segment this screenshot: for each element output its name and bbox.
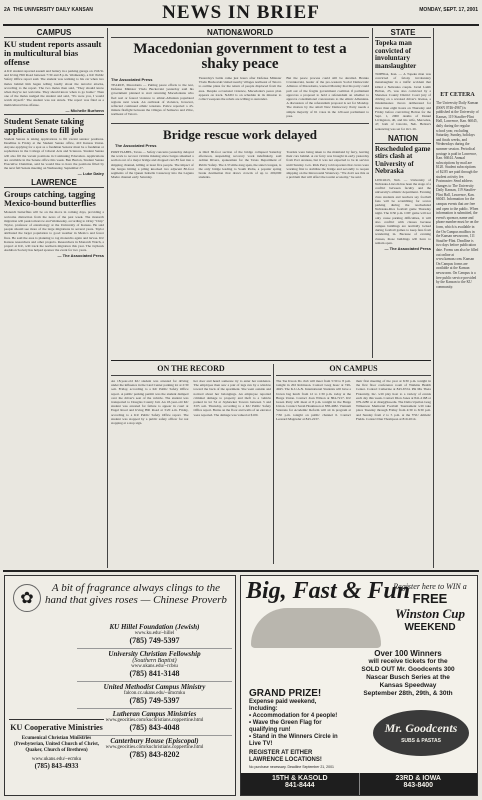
ministry-name: United Methodist Campus Ministry [103,683,206,691]
story-body: But the peace process could still be derailed. Branko Crvenkovski, leader of the pro-western Social Democratic Alliance of Macedonia, warned Monday that his party could pull out of the fragile government coalition if parliament approves a proposal to hold a referendum on whether to approve constitutional concessions to the ethnic Albanians. A discussion of the referendum proposal is set for Monday. The motion by the small New Democracy Party needs a simple majority of 61 votes in the 120-seat parliament to pass. [286,76,369,118]
story-body: LINCOLN, Neb. — University of Nebraska-Lincoln has been the stage of a conflict between faculty and the university's athletic department. Evening class students and teachers say football fans will be scrambling for scarce parking during the rescheduled Nebraska-Rice football game Thursday night. The 6:30 p.m. CDT game will not only cause parking difficulties, it will also conflict with classes because campus buildings are normally locked during football games to keep fans from wandering in. Because of evening classes, those buildings will have to remain open. [375,177,431,245]
on-the-record [111,364,271,564]
location-address: 15TH & KASOLD [271,775,328,782]
divider [111,375,271,376]
ministry-subtitle: (Southern Baptist) [132,658,177,664]
prize-item: • Accommodation for 4 people! [249,713,338,719]
story-headline: Macedonian government to test a shaky peace [133,41,347,72]
story-body: TOPEKA, Kan. — A Topeka man was convicted of felony involuntary manslaughter in a traffic accident that killed a Nebraska couple. Jarrel Lamb Helton, 25, was also convicted by a Shawnee County District Court jury of driving on a revoked driver's license, a misdemeanor. Jurors deliberated for more than eight hours on Thursday and Friday before convicting Helton for the Sept. 1, 2000 deaths of Daniel Livingston, 40, and his wife, Mercedes, 47, both of Lincoln, Neb. Helton's sentencing was set for Oct. 26. [375,72,431,131]
grand-prize-title: GRAND PRIZE! [249,688,322,699]
story-headline: Rescheduled game stirs clash at University of Nebraska [375,144,431,176]
location-phone: 841-8444 [284,782,315,789]
etcetera-box [436,92,479,562]
ministry-name: Lutheran Campus Ministries [112,710,197,718]
divider [375,143,431,144]
divider [4,114,104,115]
location-address: 23RD & IOWA [395,775,441,782]
ministry-url[interactable]: www.geocities.com/kuchristians.coppertine.html [105,718,204,723]
ad-headline: Big, Fast & Fun [246,578,411,604]
divider [4,37,104,38]
divider [276,375,431,376]
location-iowa [360,773,478,795]
ministry-name: Canterbury House (Episcopal) [110,737,199,745]
ministry-url[interactable]: www.geocities.com/kuchristians.coppertine.html [105,745,204,750]
column-rule [372,28,373,358]
winners-block [341,650,475,698]
ministry-phone: (785) 843-8202 [129,750,180,759]
rose-icon: ✿ [13,584,41,612]
story-headline: Groups catching, tagging Mexico-bound butterflies [4,189,96,209]
prize-item: • Stand in the Winners Circle in Live TV! [249,734,338,747]
coop-text: Ecumenical Christian Ministries (Presbyterian, United Church of Christ, Quaker, Church of Brethren) [13,736,100,753]
section-nation: NATION [387,133,419,143]
section-state: STATE [390,28,416,37]
winners-line: will receive tickets for the [368,658,448,665]
record-body: her door and heard someone try to enter her residence. The employee then saw a pair of legs run by a window toward the back of the apartment. She went outside and noticed about her belongings. An employee reported criminal damage to property and theft to a vehicle parked in lot 54 at Jayhawker Towers between 3 and 3:05 a.m. Thursday, according to a KU Public Safety Office report. Burns on the floor and walls of an elevator were reported. The damage was valued at $100. [193,379,271,417]
story-body: Tourists were being taken to the mainland by ferry, leaving their cars behind. A car ferry was brought in early yesterday from Port Aransas, but it was not expected to be in service until Sunday. Gov. Rick Perry told reporters that crews were working first to stabilize the bridge and secondly to reopen shipping on the Intracoastal Waterway. "We don't see this as a problem that will affect the tourist economy," he said. [286,150,369,180]
ads-rule [3,570,479,572]
ministry-url[interactable]: www.ku.edu/~hillel [134,631,175,636]
story-body: Monarch butterflies will be on the move in coming days, providing a welcome distraction from the news of the past week. The monarch migration will peak tomorrow and Wednesday, according to Orley "Chip" Taylor, professor of entomology at the University of Kansas. He said people should see more of the large migrations in several years. Taylor attributed the larger population to good weather in Mexico and fewer fires. He said the area is planning to tag monarchs again and larvae. KU Kansas researchers and other projects. Researchers in Monarch Watch, a project at KU, will track the northern migration this year. The Jayhawk Audubon Society has helped sponsor the event for two years. [4,210,104,253]
story-byline: — Michelle Burhenn [65,107,104,113]
campus-body: their first meeting of the year at 6:30 p.m. tonight in the first floor conference room of Watkins Health Center. Contact Catherine at 843-6724. Phi Mu Theta Fraternity, Inc. will play host to a variety of events each day this week. Contact Dion Jones at 841-2168 or 979-2280 or at dionj@ku.edu. The Delta Upsilon Greg Wilkerson Memorial Football Tournament will take place Tuesday through Friday from 4:30 to 6:30 p.m. and Sunday from 2 to 5 p.m. at the YSU Athletic Fields. Contact Dan Thompson at 810-2014. [356,379,431,421]
left-column [4,28,104,568]
on-campus [276,364,431,564]
story-byline: — Luke Daley [77,171,104,177]
on-campus-title: ON CAMPUS [329,364,378,373]
story-byline: The Associated Press [111,77,153,82]
winston-text: Winston Cup [395,606,465,621]
section-lawrence: LAWRENCE [31,178,77,188]
register-location-text: REGISTER AT EITHER LAWRENCE LOCATIONS! [249,750,322,763]
column-rule [107,28,108,568]
paper-name: THE UNIVERSITY DAILY KANSAN [13,7,93,13]
ministry-phone: (785) 749-5397 [129,696,180,705]
etcetera-body: The University Daily Kansan (ISSN 0746-4967) is published at the University of Kansas, 119 Stauffer-Flint Hall, Lawrence, Kan. 66045, daily during the regular school year, excluding Saturday, Sunday, holidays and finals weeks, and Wednesdays during the summer session. Periodical postage is paid in Lawrence, Kan. 66044. Annual subscriptions by mail are $120. Student subscriptions of $2.85 are paid through the student activity fee. Postmaster: Send address changes to The University Daily Kansan, 119 Stauffer-Flint Hall, Lawrence, Kan. 66045. Information for the campus events that are free and open to the public. When information is submitted, the event's sponsor, name and phone number must be on the form, which is available in the On Campus mailbox in the Kansan newsroom, 111 Stauffer-Flint. Deadline is two days before publication date. Forms can also be filled out online at www.kansan.com. Kansan On Campus forms are available at the Kansan newsroom. On Campus is a free public service provided by the Kansan to the KU community. [436,101,479,289]
logo-sub: SUBS & PASTAS [401,738,441,744]
divider [375,37,431,38]
story-byline: — The Associated Press [384,246,431,252]
column-rule [273,364,274,564]
ministry-url[interactable]: falcon.cc.ukans.edu/~umcmku [123,691,186,696]
ministry-url[interactable]: www.ukans.edu/~rcbsu [131,664,178,669]
story-body: Yesterday's battle came just hours after Defense Minister Vlado Buckovski visited nearby villages northeast of Tetovo to outline plans for the return of people displaced from the area. Despite occasional violence, Macedonia's peace plan appears on track. NATO is on schedule in its mission to collect weapons the rebels are willing to surrender. [198,76,282,102]
record-body: An 18-year-old KU student was arrested for driving under the influence in the Lied Center parking lot at 2:30 a.m. Friday, according to a KU Public Safety Office report. A public parking permit was the student dumped over the driver's seat of the vehicle. The student was transported to Douglas County Jail. An 18-year-old KU student was arrested for failure to appear in court at Engel Road and Irving Hill Road at 3:20 a.m. Friday, according to a KU Public Safety Office report. The student was stopped by a public safety officer for not stopping at a stop sign. [111,379,189,426]
divider [4,187,104,188]
fine-print: No purchase necessary. Deadline September 21, 2001 [249,765,334,769]
on-the-record-title: ON THE RECORD [157,364,225,373]
story-body: TEARCE, Macedonia — Putting peace efforts to the test, Defense Minister Vlado Buckovski yesterday said his government planned to start returning Macedonians who fled real or feared violence to ethnic-Albanian populated regions next week. An outbreak of violence, however, reflected continued ethnic tensions. Police reported a 45-minute firefight between the villages of Semsevo and Zilce, northeast of Tetovo. [111,83,194,117]
masthead-rule [3,24,479,26]
coop-block [9,719,104,792]
story-headline: Topeka man convicted of involuntary manslaughter [375,39,417,70]
story-headline: Bridge rescue work delayed [163,127,317,143]
winners-dates: September 28th, 29th, & 30th [363,690,453,697]
section-rule [111,360,431,361]
locations-bar [241,773,477,795]
campus-columns [276,379,431,421]
giveaway-block [389,582,471,633]
story-columns [111,76,369,118]
story-columns [111,150,369,179]
etcetera-title: ET CETERA [440,92,475,98]
winners-line: Kansas Speedway [379,682,437,689]
story-headline: Student Senate taking applications to fill job [4,115,84,135]
page-date: MONDAY, SEPT. 17, 2001 [419,7,478,13]
ministry-entry [77,648,232,678]
free-text: FREE [412,591,448,606]
story-byline: — The Associated Press [57,253,104,259]
record-columns [111,379,271,425]
page-title: NEWS IN BRIEF [162,2,320,22]
goodcents-logo [373,710,469,756]
column-rule [433,28,434,568]
location-phone: 843-8400 [403,782,434,789]
winners-line: Nascar Busch Series at the [366,674,450,681]
ministry-name: University Christian Fellowship [108,650,201,658]
prize-item: • Wave the Green Flag for qualifying run! [249,720,322,733]
ministry-phone: (785) 841-3148 [129,669,180,678]
location-kasold [241,773,360,795]
ministry-phone: (785) 749-5397 [129,636,180,645]
ad-headline: A bit of fragrance always clings to the hand that gives roses — Chinese Proverb [45,582,227,606]
story-headline: KU student reports assault in multicultural bias offense [4,39,102,67]
ministry-phone: (785) 843-4048 [129,723,180,732]
story-body: A KU student reported assault and battery in a parking garage on 15th St. and Irving Hill Road between 7:30 and 8 p.m. Wednesday, a KU Public Safety Office report said. The student was walking to his car when two males behind him began telling loudly about the terrorist attacks, according to the report. The two males then said, "They should know when they're not welcome. They should know when to go home." Then one of the males nudged the student and said, "It's were you, I would watch myself." The student was not struck. The report was filed as a multicultural bias offense. [4,69,104,107]
coop-phone: (785) 843-4933 [34,762,79,770]
page-number: 2A [4,7,11,13]
section-campus: CAMPUS [36,28,72,37]
coop-url[interactable]: www.ukans.edu/~ecmku [31,757,82,762]
ministry-entry [77,681,232,705]
coop-title: KU Cooperative Ministries [10,723,103,732]
story-byline: The Associated Press [115,143,157,149]
divider [111,123,369,124]
logo-text: Mr. Goodcents [384,721,458,735]
winners-line: SOLD OUT Mr. Goodcents 300 [361,666,455,673]
story-body: A third 80-foot section of the bridge collapsed Saturday afternoon, suspending recovery work indefinitely, said Adrian Rivera, spokesman for the Texas Department of Public Safety. The 2.37-mile-long span, the state's longest, is the only bridge leading to South Padre, a popular spring break destination that draws crowds of up to 200,000 students. [198,150,282,180]
campus-ministries-ad [4,575,236,796]
winners-line: Over 100 Winners [374,649,442,658]
grand-prize-text: Expense paid weekend, Including: [249,699,317,712]
section-nation-world: NATION&WORLD [206,28,274,37]
campus-body: The Tae Kwon Do club will meet from 5:30 to 8 p.m. tonight in 202 Robinson. Contact Greg Isaac at 749-4945. The K.U.A.N. International Students will have a brown bag lunch from 12 to 1:30 p.m. today at the Burge Union. Contact Joan Wilson at 864-7217. KU Green Party will meet at 8 p.m. tonight in the Burge Union. Contact Sarah Hoskinson at 838-4082. Vietnam Veterans for Academic Reform will sit in program at 7:30 p.m. tonight on public channel 6. Contact Leonard Magruder at 843-2237. [276,379,351,421]
grand-prize-block [249,688,344,769]
ministry-entry [77,622,232,645]
ministry-name: KU Hillel Foundation (Jewish) [109,623,200,631]
race-car-image [251,608,381,648]
story-body: Student Senate is taking applications to fill vacant senator positions. Deadline is Friday at the Student Senate office, 410 Kansas Union. Anyone applying for a spot as a freshman Senator must be a freshman or sophomore in the College of Liberal Arts and Sciences. Student Senate will also fill the vacant positions in Continuing Education. Applications are available in the Senate office this week. Ben Burton, Student Senate Executive Chairman, said he would like to have the positions filled by the next full Senate meeting on Wednesday, September 27. [4,136,104,171]
story-body: PORT ISABEL, Texas — Safety concerns yesterday delayed the work to recover victims missing since barges smashed a section out of a major bridge and dropped cars 85 feet into a shipping channel, killing at least five people. The impact of the barges hitting a piling knocked two adjacent 80-foot segments of the Queen Isabella Causeway into the Laguna Madre channel early Saturday. [111,150,194,180]
right-column [375,28,431,358]
register-text: Register here to WIN a [393,582,467,591]
center-column [111,28,369,358]
divider [111,37,369,38]
goodcents-ad [240,575,478,796]
weekend-text: WEEKEND [404,622,456,633]
